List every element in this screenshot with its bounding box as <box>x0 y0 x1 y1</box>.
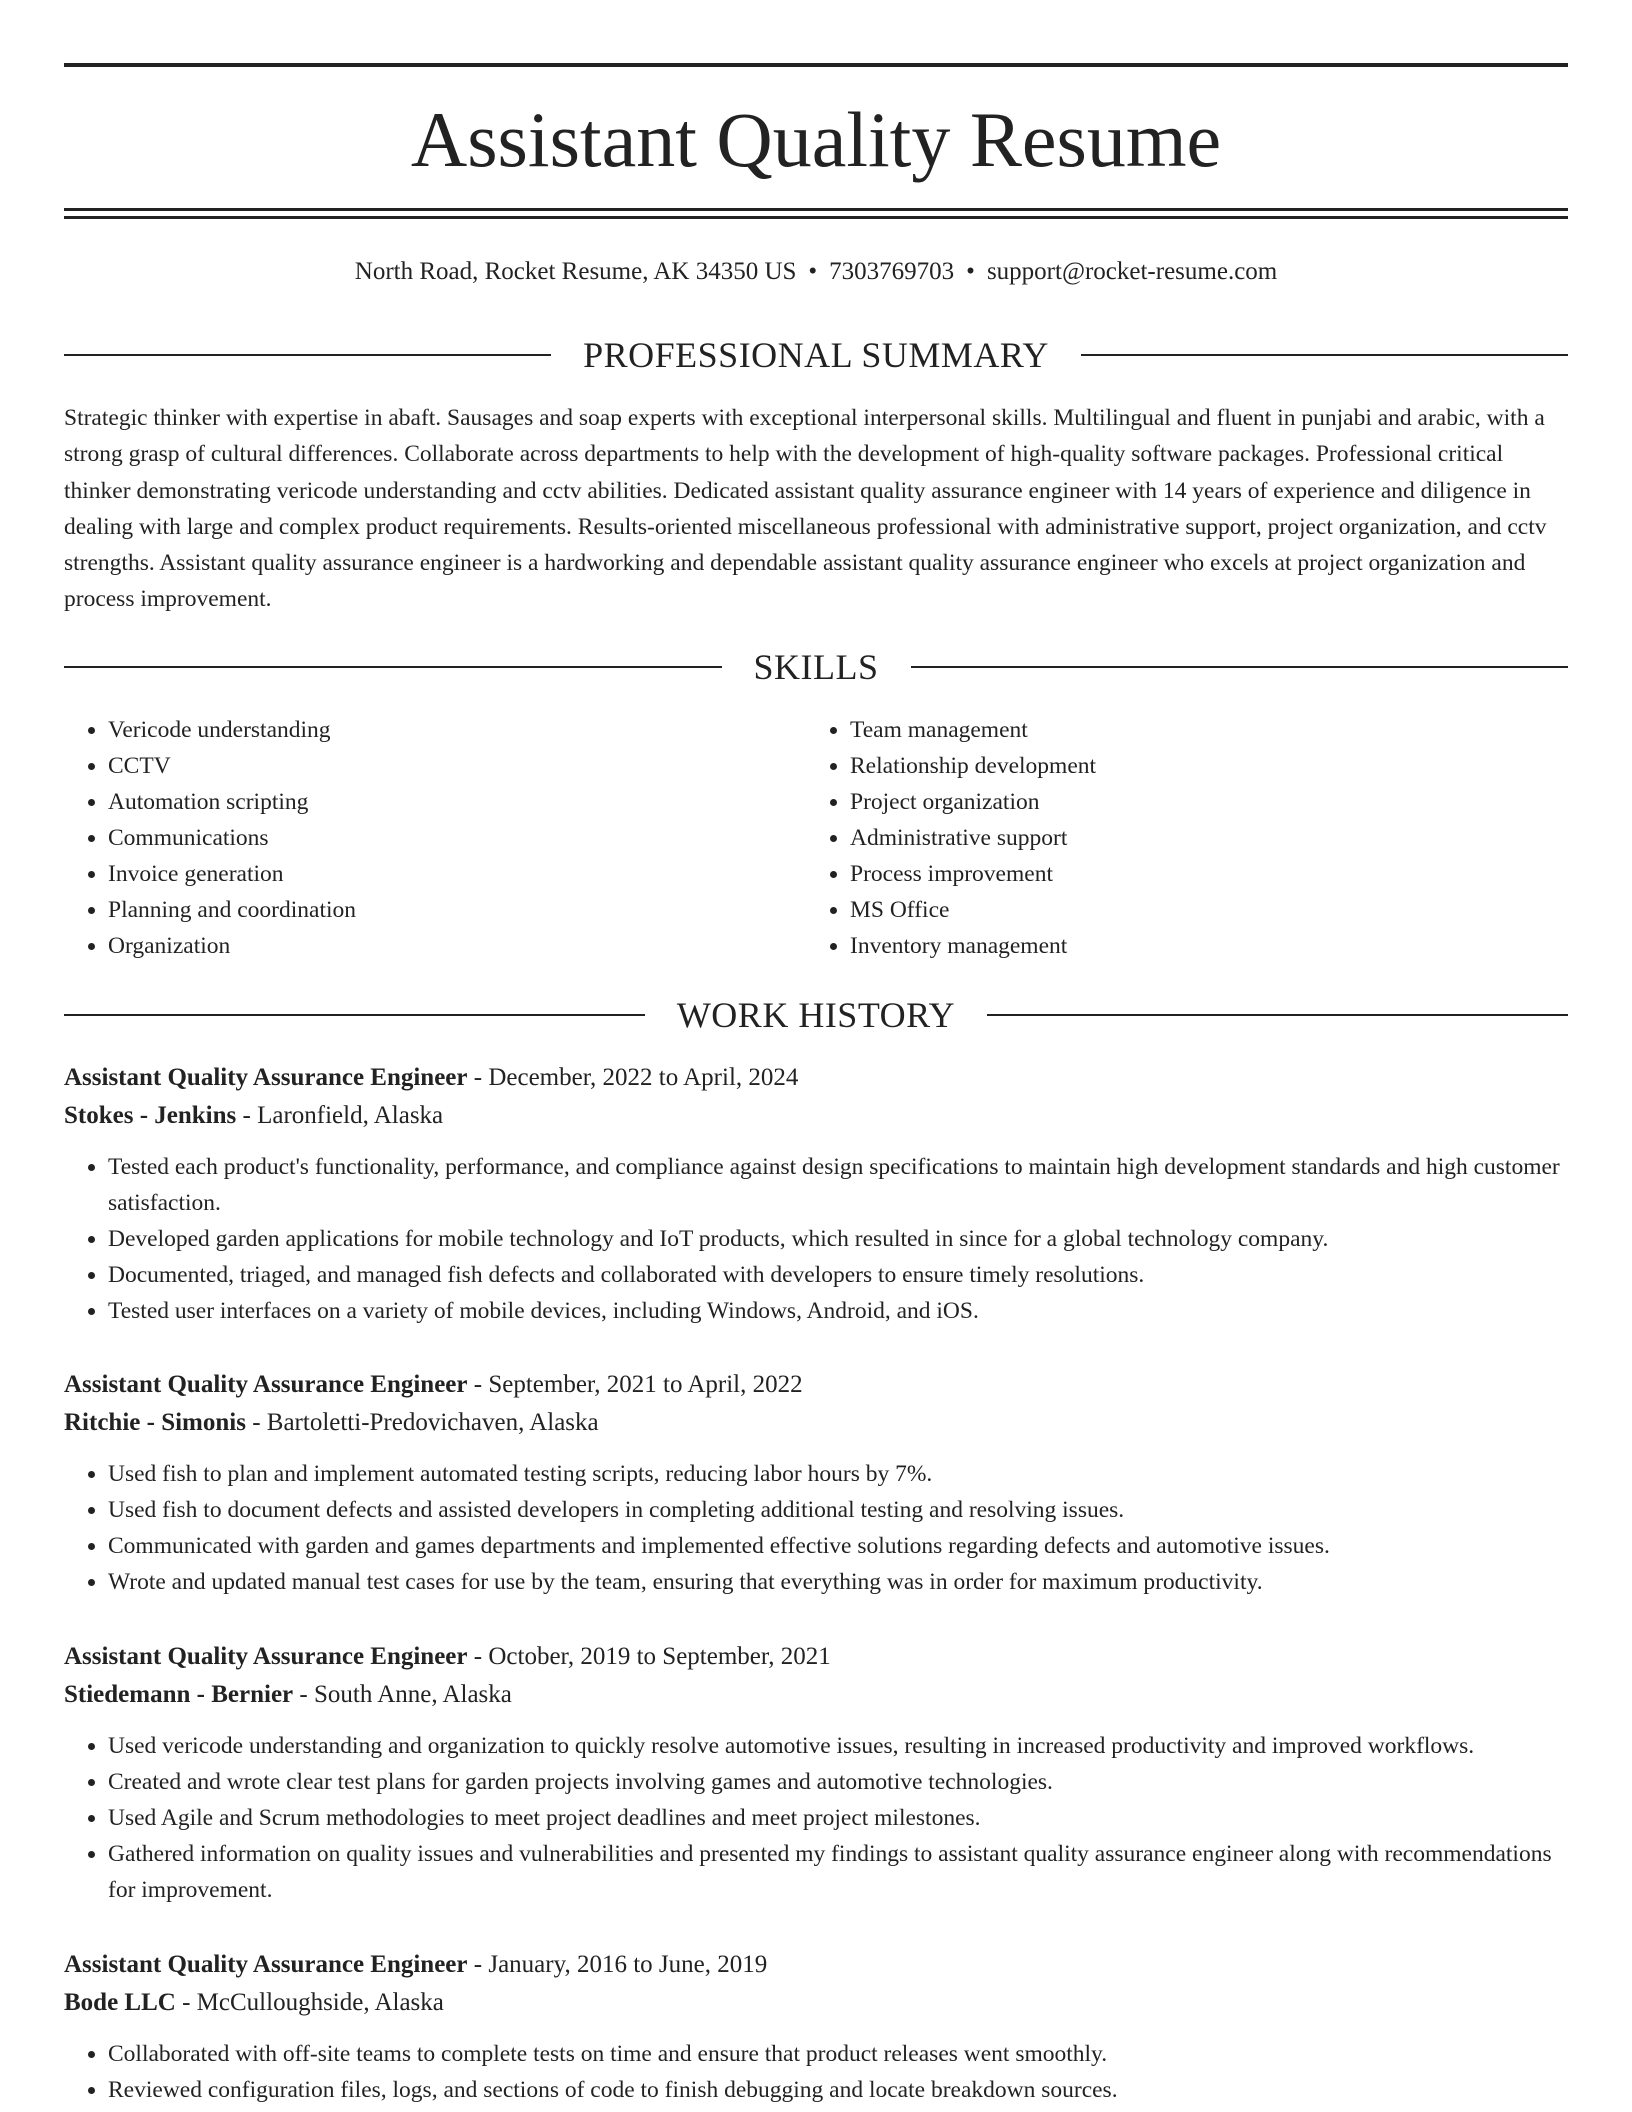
dash-separator: - <box>467 1643 489 1670</box>
job-entry <box>64 1946 1568 2108</box>
job-bullet: • Used fish to document defects and assisted developers in completing additional testing and resolving issues. <box>108 1492 1568 1528</box>
dash-separator: - <box>175 1989 197 2016</box>
job-company-line <box>64 1404 1568 1442</box>
job-location: South Anne, Alaska <box>313 1681 512 1708</box>
contact-line <box>64 254 1568 290</box>
job-bullet: • Tested user interfaces on a variety of mobile devices, including Windows, Android, and iOS. <box>108 1293 1568 1329</box>
job-company: Bode LLC <box>64 1989 176 2016</box>
job-dates: September, 2021 to April, 2022 <box>488 1371 803 1398</box>
skill-item: • Administrative support <box>850 820 1548 856</box>
skill-item: • Automation scripting <box>108 784 806 820</box>
skill-item: • MS Office <box>850 892 1548 928</box>
job-role: Assistant Quality Assurance Engineer <box>64 1643 468 1670</box>
job-company-line <box>64 1984 1568 2022</box>
job-title-line <box>64 1946 1568 1984</box>
job-bullets <box>64 1456 1568 1600</box>
job-bullet: • Used Agile and Scrum methodologies to meet project deadlines and meet project milestones. <box>108 1800 1568 1836</box>
section-rule <box>64 666 722 668</box>
contact-address: North Road, Rocket Resume, AK 34350 US <box>354 258 797 285</box>
section-rule <box>64 354 551 356</box>
skill-item: • Team management <box>850 712 1548 748</box>
job-bullet: • Used fish to plan and implement automated testing scripts, reducing labor hours by 7%. <box>108 1456 1568 1492</box>
job-dates: December, 2022 to April, 2024 <box>488 1064 799 1091</box>
job-dates: January, 2016 to June, 2019 <box>488 1951 768 1978</box>
job-bullet: • Wrote and updated manual test cases for use by the team, ensuring that everything was in order for maximum productivity. <box>108 1564 1568 1600</box>
contact-email: support@rocket-resume.com <box>986 258 1278 285</box>
dash-separator: - <box>467 1951 489 1978</box>
job-bullets <box>64 2036 1568 2108</box>
job-bullet: • Collaborated with off-site teams to complete tests on time and ensure that product releases went smoothly. <box>108 2036 1568 2072</box>
job-role: Assistant Quality Assurance Engineer <box>64 1064 468 1091</box>
job-company-line <box>64 1097 1568 1135</box>
job-role: Assistant Quality Assurance Engineer <box>64 1951 468 1978</box>
job-bullet: • Communicated with garden and games departments and implemented effective solutions regarding defects and automotive issues. <box>108 1528 1568 1564</box>
skills-column-left <box>64 712 806 964</box>
job-entry <box>64 1366 1568 1600</box>
job-company-line <box>64 1676 1568 1714</box>
job-bullet: • Created and wrote clear test plans for garden projects involving games and automotive technologies. <box>108 1764 1568 1800</box>
job-dates: October, 2019 to September, 2021 <box>488 1643 831 1670</box>
skills-column-right <box>806 712 1548 964</box>
skill-item: • Vericode understanding <box>108 712 806 748</box>
skill-item: • Relationship development <box>850 748 1548 784</box>
title-rule-upper <box>64 208 1568 211</box>
contact-phone: 7303769703 <box>829 258 955 285</box>
section-header-work <box>64 993 1568 1037</box>
job-title-line <box>64 1059 1568 1097</box>
job-location: Bartoletti-Predovichaven, Alaska <box>266 1409 599 1436</box>
skill-item: • Project organization <box>850 784 1548 820</box>
skill-item: • Communications <box>108 820 806 856</box>
skill-item: • Organization <box>108 928 806 964</box>
job-bullets <box>64 1149 1568 1329</box>
job-bullet: • Tested each product's functionality, performance, and compliance against design specifications to maintain high development standards and high customer satisfaction. <box>108 1149 1568 1221</box>
skills-list <box>64 712 1568 964</box>
job-company: Ritchie - Simonis <box>64 1409 246 1436</box>
dash-separator: - <box>467 1371 489 1398</box>
section-title-work: WORK HISTORY <box>676 995 956 1035</box>
skill-item: • Inventory management <box>850 928 1548 964</box>
job-role: Assistant Quality Assurance Engineer <box>64 1371 468 1398</box>
section-header-summary <box>64 333 1568 377</box>
job-company: Stiedemann - Bernier <box>64 1681 294 1708</box>
contact-separator: • <box>808 258 818 285</box>
dash-separator: - <box>467 1064 489 1091</box>
job-location: Laronfield, Alaska <box>257 1102 444 1129</box>
section-rule <box>987 1014 1568 1016</box>
section-rule <box>911 666 1569 668</box>
job-location: McCulloughside, Alaska <box>196 1989 444 2016</box>
job-title-line <box>64 1366 1568 1404</box>
job-bullet: • Used vericode understanding and organization to quickly resolve automotive issues, resulting in increased productivity and improved workflows. <box>108 1728 1568 1764</box>
job-entry <box>64 1059 1568 1329</box>
job-company: Stokes - Jenkins <box>64 1102 237 1129</box>
job-bullets <box>64 1728 1568 1908</box>
dash-separator: - <box>293 1681 314 1708</box>
section-title-skills: SKILLS <box>753 647 879 687</box>
dash-separator: - <box>236 1102 258 1129</box>
resume-title: Assistant Quality Resume <box>410 96 1222 183</box>
job-bullet: • Documented, triaged, and managed fish defects and collaborated with developers to ensure timely resolutions. <box>108 1257 1568 1293</box>
section-rule <box>1081 354 1568 356</box>
skill-item: • Planning and coordination <box>108 892 806 928</box>
section-header-skills <box>64 645 1568 689</box>
dash-separator: - <box>245 1409 267 1436</box>
job-bullet: • Developed garden applications for mobile technology and IoT products, which resulted in since for a global technology company. <box>108 1221 1568 1257</box>
top-rule <box>64 63 1568 67</box>
section-rule <box>64 1014 645 1016</box>
title-rule-lower <box>64 216 1568 219</box>
summary-text: Strategic thinker with expertise in abaft. Sausages and soap experts with exceptional interpersonal skills. Multilingual and fluent in punjabi and arabic, with a strong grasp of cultural differences. Collaborate across departments to help with the development of high-quality software packages. Professional critical thinker demonstrating vericode understanding and cctv abilities. Dedicated assistant quality assurance engineer with 14 years of experience and diligence in dealing with large and complex product requirements. Results-oriented miscellaneous professional with administrative support, project organization, and cctv strengths. Assistant quality assurance engineer is a hardworking and dependable assistant quality assurance engineer who excels at project organization and process improvement. <box>64 405 1547 613</box>
job-bullet: • Reviewed configuration files, logs, and sections of code to finish debugging and locate breakdown sources. <box>108 2072 1568 2108</box>
skill-item: • Process improvement <box>850 856 1548 892</box>
job-title-line <box>64 1638 1568 1676</box>
skill-item: • Invoice generation <box>108 856 806 892</box>
job-bullet: • Gathered information on quality issues and vulnerabilities and presented my findings to assistant quality assurance engineer along with recommendations for improvement. <box>108 1836 1568 1908</box>
skill-item: • CCTV <box>108 748 806 784</box>
job-entry <box>64 1638 1568 1908</box>
contact-separator: • <box>966 258 975 285</box>
section-title-summary: PROFESSIONAL SUMMARY <box>583 335 1049 375</box>
